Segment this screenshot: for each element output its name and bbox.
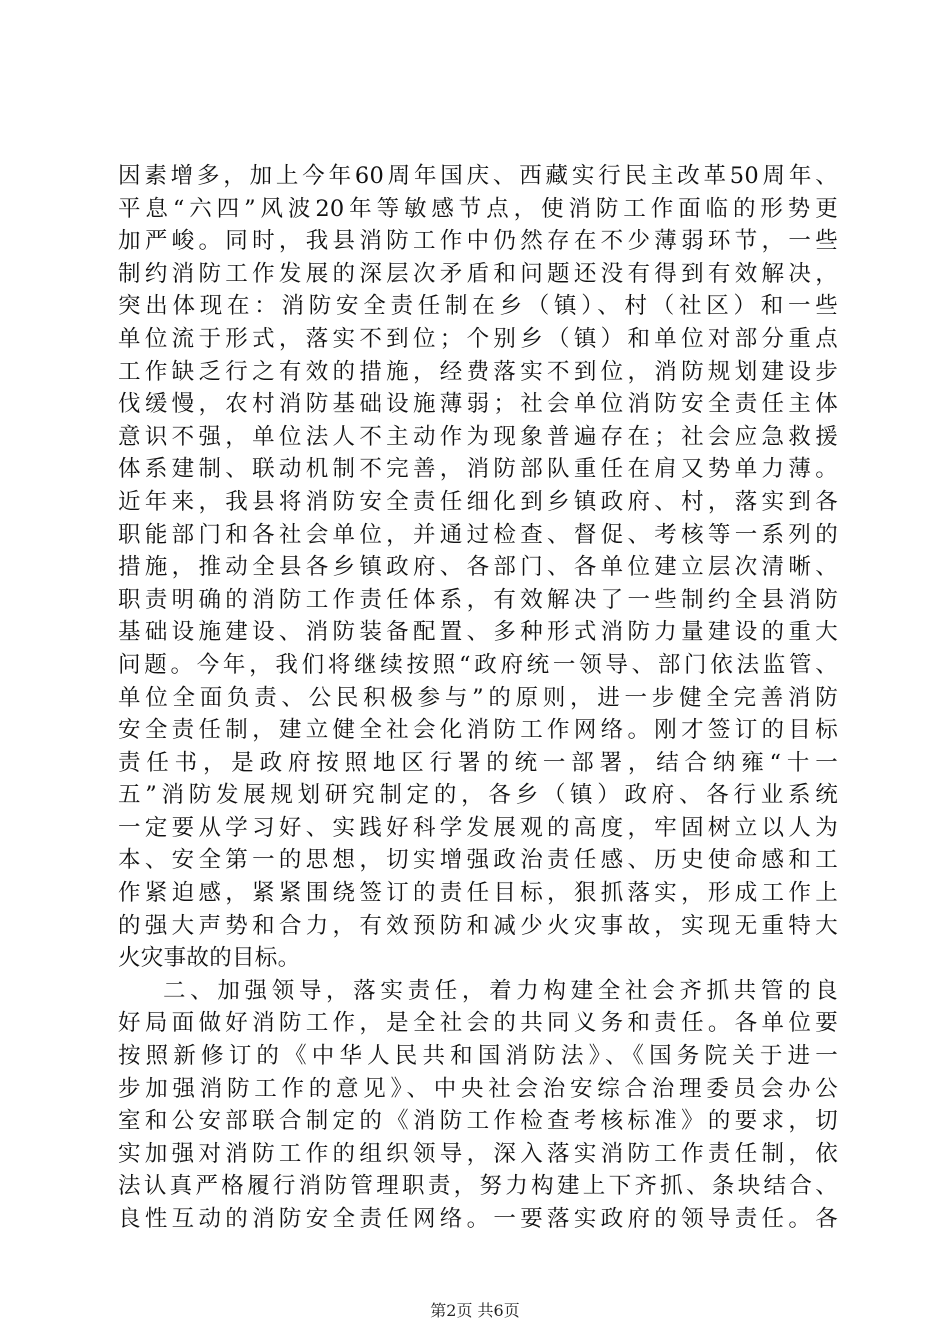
body-line: 按照新修订的《中华人民共和国消防法》、《国务院关于进一	[118, 1043, 838, 1070]
body-line: 问题。今年，我们将继续按照“政府统一领导、部门依法监管、	[118, 651, 838, 678]
body-line: 伐缓慢，农村消防基础设施薄弱；社会单位消防安全责任主体	[118, 391, 838, 418]
section-heading-line: 二、加强领导，落实责任，着力构建全社会齐抓共管的良	[163, 977, 838, 1004]
body-line: 单位全面负责、公民积极参与”的原则，进一步健全完善消防	[118, 684, 838, 711]
body-line: 的强大声势和合力，有效预防和减少火灾事故，实现无重特大	[118, 912, 838, 939]
body-line: 单位流于形式，落实不到位；个别乡（镇）和单位对部分重点	[118, 325, 838, 352]
body-line: 措施，推动全县各乡镇政府、各部门、各单位建立层次清晰、	[118, 554, 838, 581]
body-line: 职责明确的消防工作责任体系，有效解决了一些制约全县消防	[118, 586, 838, 613]
body-line: 因素增多，加上今年60周年国庆、西藏实行民主改革50周年、	[118, 163, 838, 189]
body-line: 安全责任制，建立健全社会化消防工作网络。刚才签订的目标	[118, 717, 838, 744]
body-line: 体系建制、联动机制不完善，消防部队重任在肩又势单力薄。	[118, 456, 838, 483]
body-line: 法认真严格履行消防管理职责，努力构建上下齐抓、条块结合、	[118, 1173, 838, 1200]
body-line: 室和公安部联合制定的《消防工作检查考核标准》的要求，切	[118, 1108, 838, 1135]
body-line: 本、安全第一的思想，切实增强政治责任感、历史使命感和工	[118, 847, 838, 874]
body-line: 职能部门和各社会单位，并通过检查、督促、考核等一系列的	[118, 521, 838, 548]
body-line: 责任书，是政府按照地区行署的统一部署，结合纳雍“十一	[118, 749, 838, 776]
body-line: 工作缺乏行之有效的措施，经费落实不到位，消防规划建设步	[118, 358, 838, 385]
paragraph-end-line: 火灾事故的目标。	[118, 945, 301, 972]
body-line: 平息“六四”风波20年等敏感节点，使消防工作面临的形势更	[118, 195, 838, 222]
body-line: 一定要从学习好、实践好科学发展观的高度，牢固树立以人为	[118, 814, 838, 841]
page-number: 第2页 共6页	[430, 1301, 520, 1320]
body-line: 制约消防工作发展的深层次矛盾和问题还没有得到有效解决，	[118, 260, 838, 287]
body-line: 实加强对消防工作的组织领导，深入落实消防工作责任制，依	[118, 1140, 838, 1167]
body-line: 好局面做好消防工作，是全社会的共同义务和责任。各单位要	[118, 1010, 838, 1037]
body-line: 加严峻。同时，我县消防工作中仍然存在不少薄弱环节，一些	[118, 228, 838, 255]
body-line: 基础设施建设、消防装备配置、多种形式消防力量建设的重大	[118, 619, 838, 646]
body-line: 五”消防发展规划研究制定的，各乡（镇）政府、各行业系统	[118, 782, 838, 809]
body-line: 步加强消防工作的意见》、中央社会治安综合治理委员会办公	[118, 1075, 838, 1102]
body-line: 作紧迫感，紧紧围绕签订的责任目标，狠抓落实，形成工作上	[118, 880, 838, 907]
body-line: 意识不强，单位法人不主动作为现象普遍存在；社会应急救援	[118, 423, 838, 450]
body-line: 突出体现在：消防安全责任制在乡（镇）、村（社区）和一些	[118, 293, 838, 320]
document-body	[118, 160, 838, 1236]
body-line: 良性互动的消防安全责任网络。一要落实政府的领导责任。各	[118, 1206, 838, 1232]
body-line: 近年来，我县将消防安全责任细化到乡镇政府、村，落实到各	[118, 488, 838, 515]
